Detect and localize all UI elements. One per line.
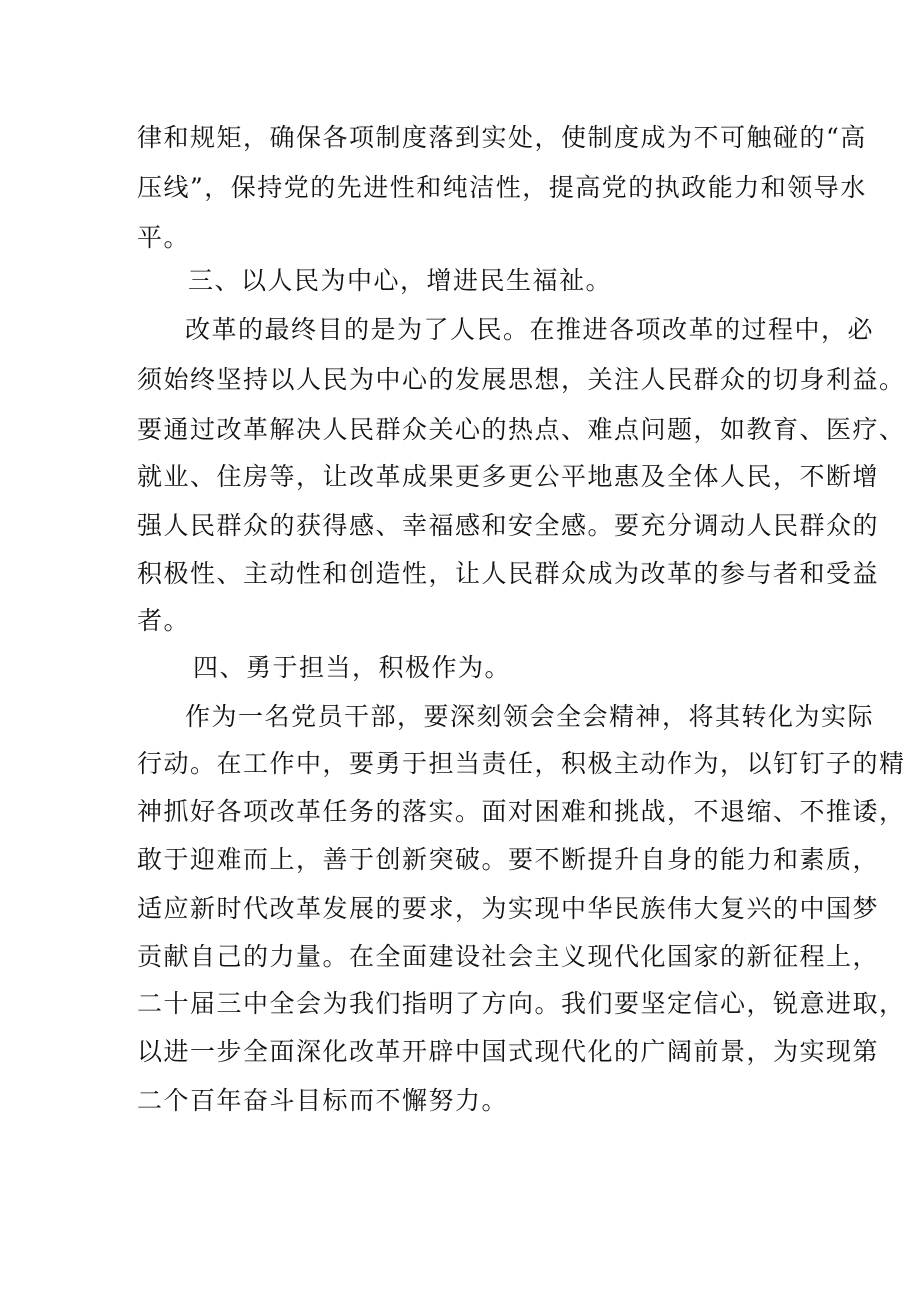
paragraph-line: 改革的最终目的是为了人民。在推进各项改革的过程中，必	[185, 315, 875, 344]
paragraph-line: 律和规矩，确保各项制度落到实处，使制度成为不可触碰的“高	[137, 123, 867, 152]
section-heading-4: 四、勇于担当，积极作为。	[193, 653, 512, 682]
paragraph-line: 须始终坚持以人民为中心的发展思想，关注人民群众的切身利益。	[137, 365, 906, 394]
paragraph-line: 压线”，保持党的先进性和纯洁性，提高党的执政能力和领导水	[137, 173, 867, 202]
paragraph-line: 二个百年奋斗目标而不懈努力。	[137, 1086, 509, 1115]
paragraph-line: 者。	[137, 606, 191, 635]
paragraph-line: 平。	[137, 223, 191, 252]
paragraph-line: 行动。在工作中，要勇于担当责任，积极主动作为，以钉钉子的精	[137, 749, 906, 778]
paragraph-line: 敢于迎难而上，善于创新突破。要不断提升自身的能力和素质，	[137, 845, 880, 874]
paragraph-line: 要通过改革解决人民群众关心的热点、难点问题，如教育、医疗、	[137, 415, 906, 444]
paragraph-line: 二十届三中全会为我们指明了方向。我们要坚定信心，锐意进取，	[137, 989, 906, 1018]
paragraph-line: 贡献自己的力量。在全面建设社会主义现代化国家的新征程上，	[137, 942, 880, 971]
paragraph-line: 就业、住房等，让改革成果更多更公平地惠及全体人民，不断增	[137, 462, 880, 491]
paragraph-line: 作为一名党员干部，要深刻领会全会精神，将其转化为实际	[185, 702, 875, 731]
section-heading-3: 三、以人民为中心，增进民生福祉。	[188, 266, 613, 295]
paragraph-line: 以进一步全面深化改革开辟中国式现代化的广阔前景，为实现第	[137, 1037, 880, 1066]
paragraph-line: 积极性、主动性和创造性，让人民群众成为改革的参与者和受益	[137, 559, 880, 588]
paragraph-line: 适应新时代改革发展的要求，为实现中华民族伟大复兴的中国梦	[137, 894, 880, 923]
paragraph-line: 神抓好各项改革任务的落实。面对困难和挑战，不退缩、不推诿，	[137, 797, 906, 826]
paragraph-line: 强人民群众的获得感、幸福感和安全感。要充分调动人民群众的	[137, 511, 880, 540]
